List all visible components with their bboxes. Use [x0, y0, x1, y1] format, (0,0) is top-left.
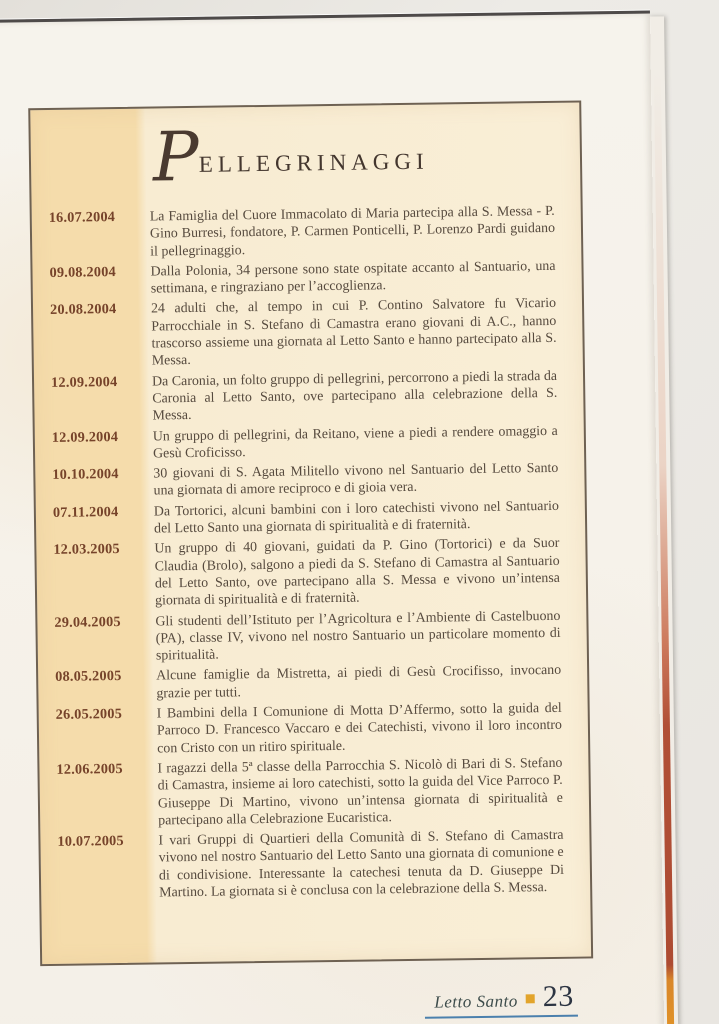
entry-date: 16.07.2004 — [48, 209, 116, 226]
entry-text: Un gruppo di pellegrini, da Reitano, viene a piedi a rendere omaggio a Gesù Croficisso. — [152, 423, 558, 462]
entry-date: 12.09.2004 — [50, 373, 118, 391]
pilgrimage-entry — [36, 535, 560, 611]
entry-date: 10.10.2004 — [52, 466, 119, 484]
entry-text: Gli studenti dell’Istituto per l’Agricoltura e l’Ambiente di Castelbuono (PA), classe IV, vivono nel nostro Santuario un particolare momento di spiritualità. — [155, 608, 561, 664]
entry-date: 12.09.2004 — [51, 428, 119, 446]
page-title — [152, 117, 580, 197]
pilgrimage-entry — [32, 203, 556, 262]
title-drop-cap: P — [152, 117, 198, 198]
entry-date: 09.08.2004 — [49, 263, 116, 281]
entry-text: 24 adulti che, al tempo in cui P. Contino Salvatore fu Vicario Parrocchiale in S. Stefano di Camastra erano giovani di A.C., hanno trascorso assieme una giornata al Letto Santo e hanno partecipato alla S. Messa. — [150, 296, 557, 369]
entry-text: 30 giovani di S. Agata Militello vivono nel Santuario del Letto Santo una giornata di amore reciproco e di gioia vera. — [153, 461, 559, 499]
entry-text: Un gruppo di 40 giovani, guidati da P. Gino (Tortorici) e da Suor Claudia (Brolo), salgono a piedi da S. Stefano di Camastra al Santuario del Letto Santo, ove partecipano alla S. Messa e vivono un’intensa giornata di spiritualità e di fraternità. — [154, 536, 560, 609]
entry-text: I Bambini della I Comunione di Motta D’Affermo, sotto la guida del Parroco D. Francesco Vaccaro e dei Catechisti, vivono il loro incontro con Cristo con un ritiro spirituale. — [156, 700, 563, 757]
entry-date: 26.05.2005 — [55, 705, 123, 723]
pilgrimage-entry — [40, 827, 564, 903]
pilgrimage-entry — [35, 460, 558, 502]
entry-text: Alcune famiglie da Mistretta, ai piedi di Gesù Crocifisso, invocano grazie per tutti. — [156, 663, 562, 702]
page-sheet-wrapper — [0, 10, 687, 1024]
pilgrimage-entry — [34, 368, 558, 427]
paper-sheet — [0, 11, 665, 1024]
entry-text: Dalla Polonia, 34 persone sono state ospitate accanto al Santuario, una settimana, e ringraziano per l’accoglienza. — [150, 258, 556, 297]
entry-date: 07.11.2004 — [52, 503, 119, 521]
journal-title: Letto Santo — [434, 991, 518, 1012]
entry-date: 29.04.2005 — [54, 613, 121, 631]
pilgrimage-entry — [32, 258, 555, 300]
entry-date: 10.07.2005 — [57, 833, 124, 850]
entry-date: 08.05.2005 — [55, 668, 122, 686]
pilgrimages-content-box — [28, 101, 593, 967]
pilgrimage-entry — [36, 498, 559, 540]
pilgrimage-entry — [37, 607, 561, 666]
page-footer — [424, 979, 578, 1019]
pilgrimage-entry — [39, 700, 563, 759]
title-caps-text: ELLEGRINAGGI — [198, 148, 429, 177]
entry-date: 20.08.2004 — [49, 301, 117, 319]
pilgrimage-entries-list — [32, 197, 591, 923]
pilgrimage-entry — [39, 755, 563, 831]
entry-text: Da Tortorici, alcuni bambini con i loro catechisti vivono nel Santuario del Letto Santo una giornata di spiritualità e di fraternità. — [153, 498, 559, 537]
entry-text: I vari Gruppi di Quartieri della Comunità di S. Stefano di Camastra vivono nel nostro Santuario del Letto Santo una giornata di comunione e di condivisione. Interessante la catechesi tenuta da D. Giuseppe Di Martino. La giornata si è conclusa con la celebrazione della S. Messa. — [158, 827, 565, 901]
entry-date: 12.03.2005 — [53, 541, 120, 559]
entry-text: I ragazzi della 5ª classe della Parrocchia S. Nicolò di Bari di S. Stefano di Camastra, insieme ai loro catechisti, sotto la guida del Vice Parroco P. Giuseppe Di Martino, vivono un’intensa giornata di spiritualità e partecipano alla Celebrazione Eucaristica. — [157, 755, 564, 829]
gold-square-icon — [526, 994, 535, 1003]
pilgrimage-entry — [38, 662, 561, 704]
entry-date: 12.06.2005 — [56, 760, 123, 778]
pilgrimage-entry — [33, 295, 557, 371]
pilgrimage-entry — [35, 422, 558, 464]
entry-text: Da Caronia, un folto gruppo di pellegrini, percorrono a piedi la strada da Caronia al Letto Santo, ove partecipano alla celebrazione della S. Messa. — [151, 368, 558, 424]
page-number: 23 — [542, 979, 574, 1014]
entry-text: La Famiglia del Cuore Immacolato di Maria partecipa alla S. Messa - P. Gino Burresi, fondatore, P. Carmen Ponticelli, P. Lorenzo Pardi guidano il pellegrinaggio. — [149, 203, 556, 260]
